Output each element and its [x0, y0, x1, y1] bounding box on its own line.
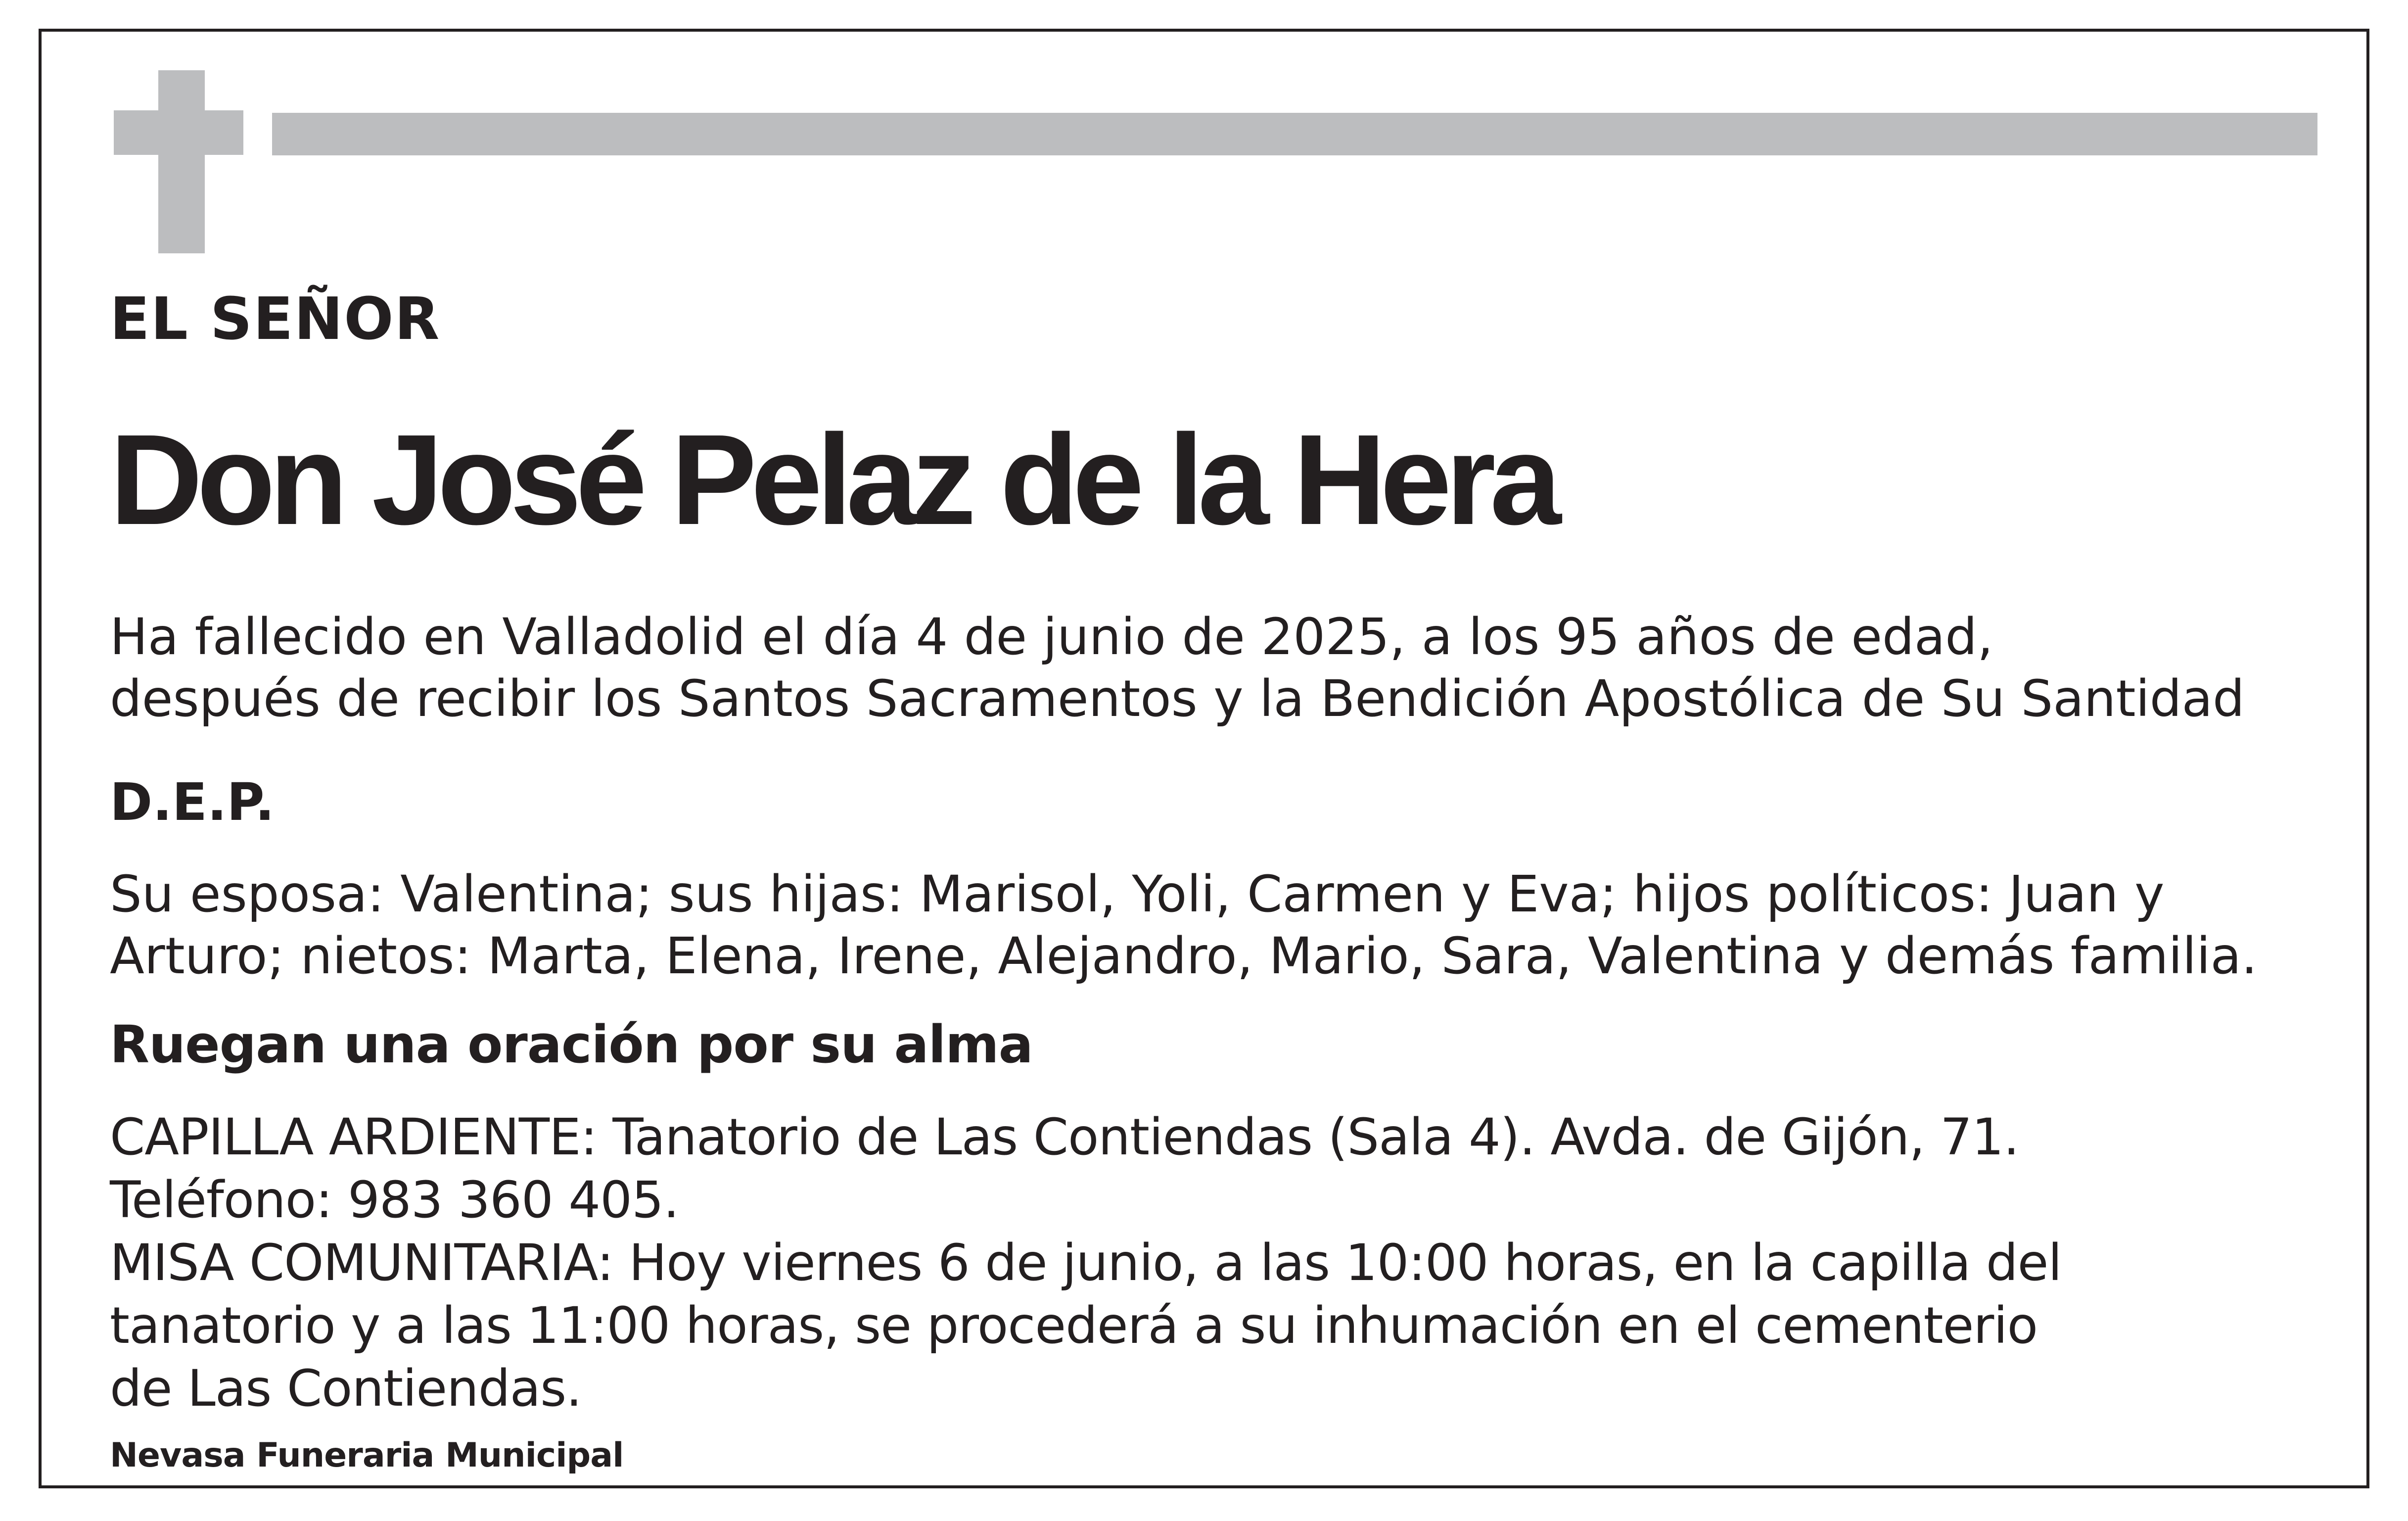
family-list: [110, 863, 2257, 987]
details-line-2: Teléfono: 983 360 405.: [110, 1171, 679, 1230]
deceased-name: Don José Pelaz de la Hera: [110, 408, 1556, 552]
details-line-5: de Las Contiendas.: [110, 1359, 582, 1418]
details-line-3: MISA COMUNITARIA: Hoy viernes 6 de junio, a las 10:00 horas, en la capilla del: [110, 1234, 2062, 1292]
service-details: [110, 1106, 2062, 1420]
funeral-home: Nevasa Funeraria Municipal: [110, 1436, 624, 1475]
title-label: EL SEÑOR: [110, 285, 441, 353]
cross-icon: [114, 110, 243, 155]
details-line-1: CAPILLA ARDIENTE: Tanatorio de Las Contiendas (Sala 4). Avda. de Gijón, 71.: [110, 1108, 2019, 1167]
rip-label: D.E.P.: [110, 772, 275, 832]
details-line-4: tanatorio y a las 11:00 horas, se procederá a su inhumación en el cementerio: [110, 1296, 2038, 1355]
prayer-request: Ruegan una oración por su alma: [110, 1014, 1033, 1075]
header-bar: [272, 113, 2317, 155]
family-line-1: Su esposa: Valentina; sus hijas: Marisol, Yoli, Carmen y Eva; hijos políticos: Juan y: [110, 865, 2165, 924]
death-line-2: después de recibir los Santos Sacramentos y la Bendición Apostólica de Su Santidad: [110, 669, 2245, 728]
death-announcement: [110, 606, 2245, 730]
family-line-2: Arturo; nietos: Marta, Elena, Irene, Alejandro, Mario, Sara, Valentina y demás familia.: [110, 927, 2258, 986]
cross-icon: [158, 70, 205, 253]
death-line-1: Ha fallecido en Valladolid el día 4 de junio de 2025, a los 95 años de edad,: [110, 608, 1993, 666]
